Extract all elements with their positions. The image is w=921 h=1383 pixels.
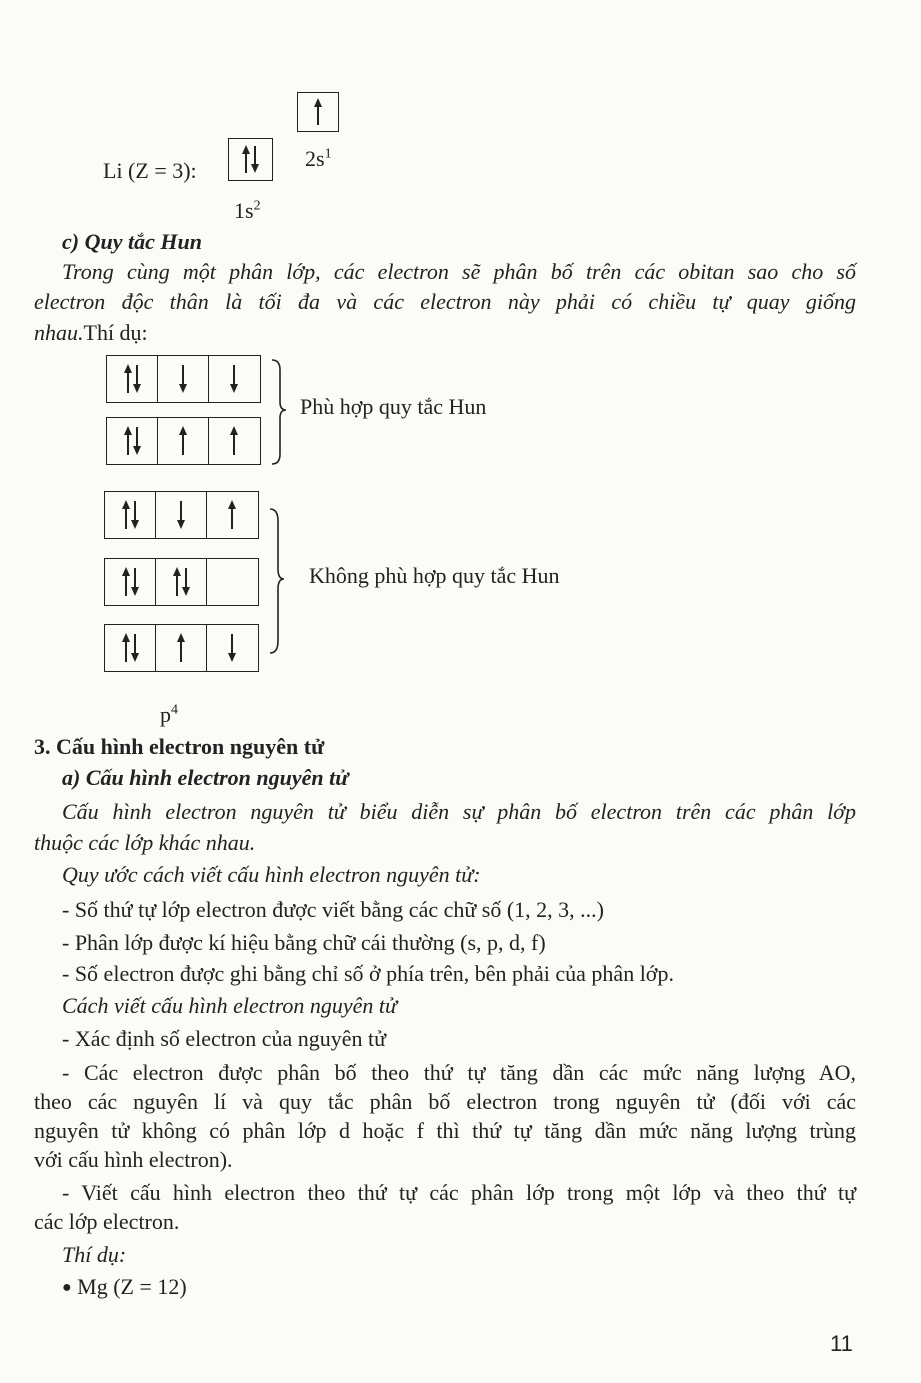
convention-item-1: - Số thứ tự lớp electron được viết bằng các chữ số (1, 2, 3, ...) [62,897,604,922]
orbital-box-2s [297,92,339,132]
section3-sub-heading: a) Cấu hình electron nguyên tử [62,765,349,790]
up-arrow-icon [207,492,258,538]
method-item-2-line-1: - Các electron được phân bố theo thứ tự tăng dần các mức năng lượng AO, [62,1060,856,1085]
hund-correct-row-1 [106,355,261,403]
brace-incorrect [266,507,290,657]
up-arrow-icon [209,418,260,464]
up-down-arrows-icon [107,418,158,464]
up-down-arrows-icon [105,625,156,671]
hund-heading: c) Quy tắc Hun [62,229,202,254]
convention-title: Quy ước cách viết cấu hình electron nguyên tử: [62,862,481,887]
brace-correct [268,358,292,468]
method-item-2-line-3: nguyên tử không có phân lớp d hoặc f thì thứ tự tăng dần mức năng lượng trùng [34,1118,856,1143]
method-item-3-line-2: các lớp electron. [34,1209,180,1234]
hund-paragraph-line-2: electron độc thân là tối đa và các electron này phải có chiều tự quay giống [34,289,856,314]
hund-correct-row-2 [106,417,261,465]
up-down-arrows-icon [229,139,272,180]
li-label: Li (Z = 3): [103,158,197,183]
label-2s: $2s^1$ [305,146,332,171]
up-arrow-icon [298,93,338,131]
hund-incorrect-row-3 [104,624,259,672]
up-down-arrows-icon [105,492,156,538]
definition-line-1: Cấu hình electron nguyên tử biểu diễn sự phân bố electron trên các phân lớp [62,799,856,824]
method-item-1: - Xác định số electron của nguyên tử [62,1026,387,1051]
down-arrow-icon [207,625,258,671]
bullet-icon: ● [62,1279,72,1296]
example-item: ● Mg (Z = 12) [62,1274,187,1299]
method-item-2-line-2: theo các nguyên lí và quy tắc phân bố electron trong nguyên tử (đối với các [34,1089,856,1114]
method-item-2-line-4: với cấu hình electron). [34,1147,233,1172]
page-number: 11 [830,1331,853,1356]
orbital-box-1s [228,138,273,181]
hund-incorrect-row-1 [104,491,259,539]
hund-incorrect-row-2 [104,558,259,606]
hund-paragraph-line-3: nhau.Thí dụ: [34,320,148,345]
up-arrow-icon [156,625,207,671]
up-down-arrows-icon [107,356,158,402]
down-arrow-icon [158,356,209,402]
up-down-arrows-icon [105,559,156,605]
empty-orbital [207,559,258,605]
hund-correct-label: Phù hợp quy tắc Hun [300,394,487,419]
label-1s: $1s^2$ [234,198,261,223]
method-item-3-line-1: - Viết cấu hình electron theo thứ tự các phân lớp trong một lớp và theo thứ tự [62,1180,856,1205]
section3-heading: 3. Cấu hình electron nguyên tử [34,734,325,759]
definition-line-2: thuộc các lớp khác nhau. [34,830,256,855]
p4-label: $p^4$ [160,702,178,727]
up-arrow-icon [158,418,209,464]
down-arrow-icon [209,356,260,402]
up-down-arrows-icon [156,559,207,605]
down-arrow-icon [156,492,207,538]
example-title: Thí dụ: [62,1242,127,1267]
convention-item-3: - Số electron được ghi bằng chỉ số ở phía trên, bên phải của phân lớp. [62,961,674,986]
convention-item-2: - Phân lớp được kí hiệu bằng chữ cái thường (s, p, d, f) [62,930,546,955]
hund-incorrect-label: Không phù hợp quy tắc Hun [309,563,560,588]
hund-paragraph-line-1: Trong cùng một phân lớp, các electron sẽ phân bố trên các obitan sao cho số [62,259,856,284]
method-title: Cách viết cấu hình electron nguyên tử [62,993,397,1018]
